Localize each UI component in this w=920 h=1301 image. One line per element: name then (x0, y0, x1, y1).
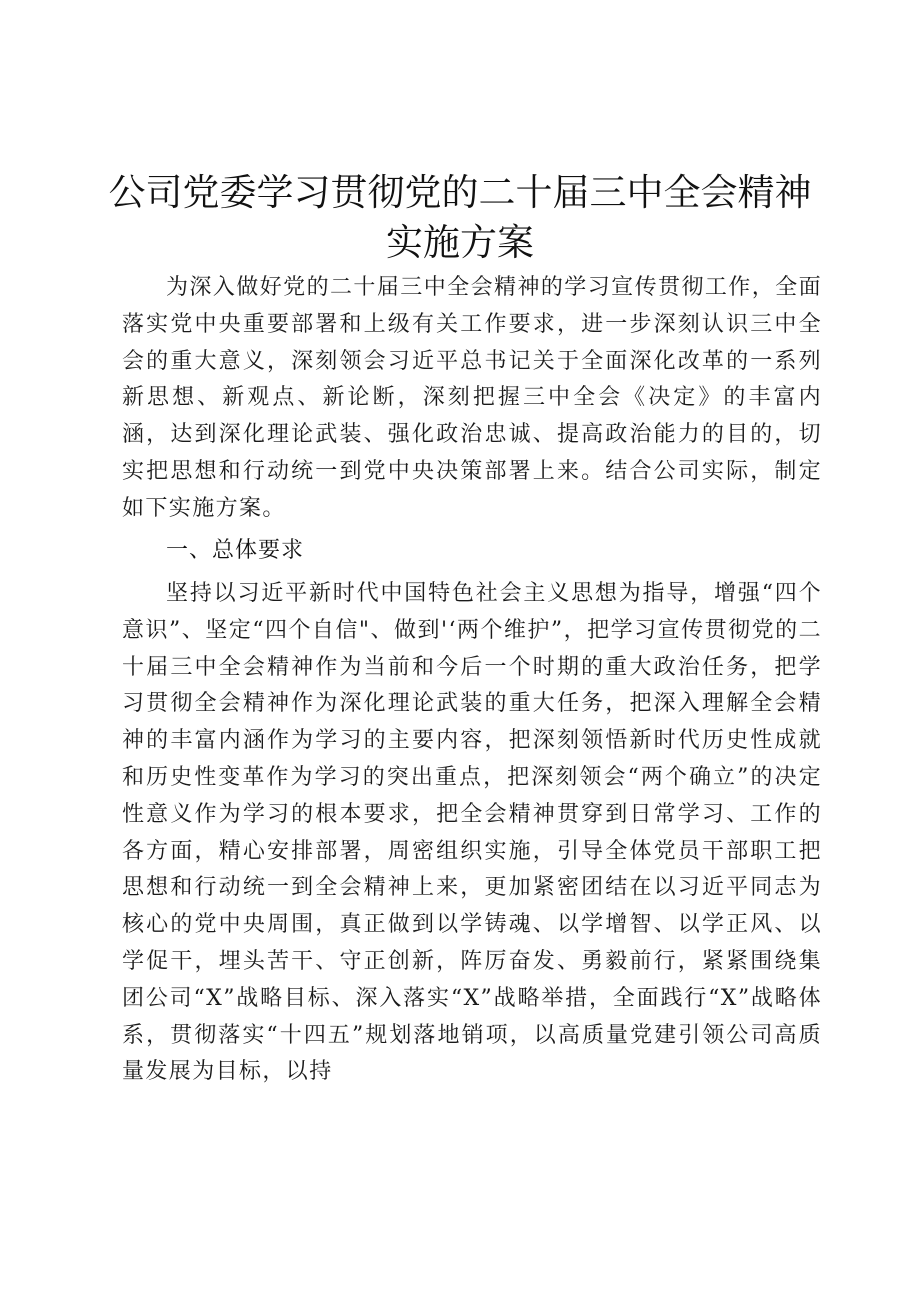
intro-paragraph: 为深入做好党的二十届三中全会精神的学习宣传贯彻工作，全面落实党中央重要部署和上级有关工作要求，进一步深刻认识三中全会的重大意义，深刻领会习近平总书记关于全面深化改革的一系列新思想、新观点、新论断，深刻把握三中全会《决定》的丰富内涵，达到深化理论武装、强化政治忠诚、提高政治能力的目的，切实把思想和行动统一到党中央决策部署上来。结合公司实际，制定如下实施方案。 (122, 275, 822, 521)
section-general-requirements-body (122, 576, 822, 1091)
section-general-requirements (122, 533, 822, 570)
intro-section (122, 270, 822, 528)
section-heading: 一、总体要求 (166, 538, 305, 563)
document-title: 公司党委学习贯彻党的二十届三中全会精神实施方案 (108, 171, 812, 264)
section-paragraph: 坚持以习近平新时代中国特色社会主义思想为指导，增强“四个意识”、坚定“四个自信"、做到'‘两个维护”，把学习宣传贯彻党的二十届三中全会精神作为当前和今后一个时期的重大政治任务，把学习贯彻全会精神作为深化理论武装的重大任务，把深入理解全会精神的丰富内涵作为学习的主要内容，把深刻领悟新时代历史性成就和历史性变革作为学习的突出重点，把深刻领会“两个确立”的决定性意义作为学习的根本要求，把全会精神贯穿到日常学习、工作的各方面，精心安排部署，周密组织实施，引导全体党员干部职工把思想和行动统一到全会精神上来，更加紧密团结在以习近平同志为核心的党中央周围，真正做到以学铸魂、以学增智、以学正风、以学促干，埋头苦干、守正创新，阵厉奋发、勇毅前行，紧紧围绕集团公司“X”战略目标、深入落实“X”战略举措，全面践行“X”战略体系，贯彻落实“十四五”规划落地销项，以高质量党建引领公司高质量发展为目标，以持 (122, 581, 822, 1085)
